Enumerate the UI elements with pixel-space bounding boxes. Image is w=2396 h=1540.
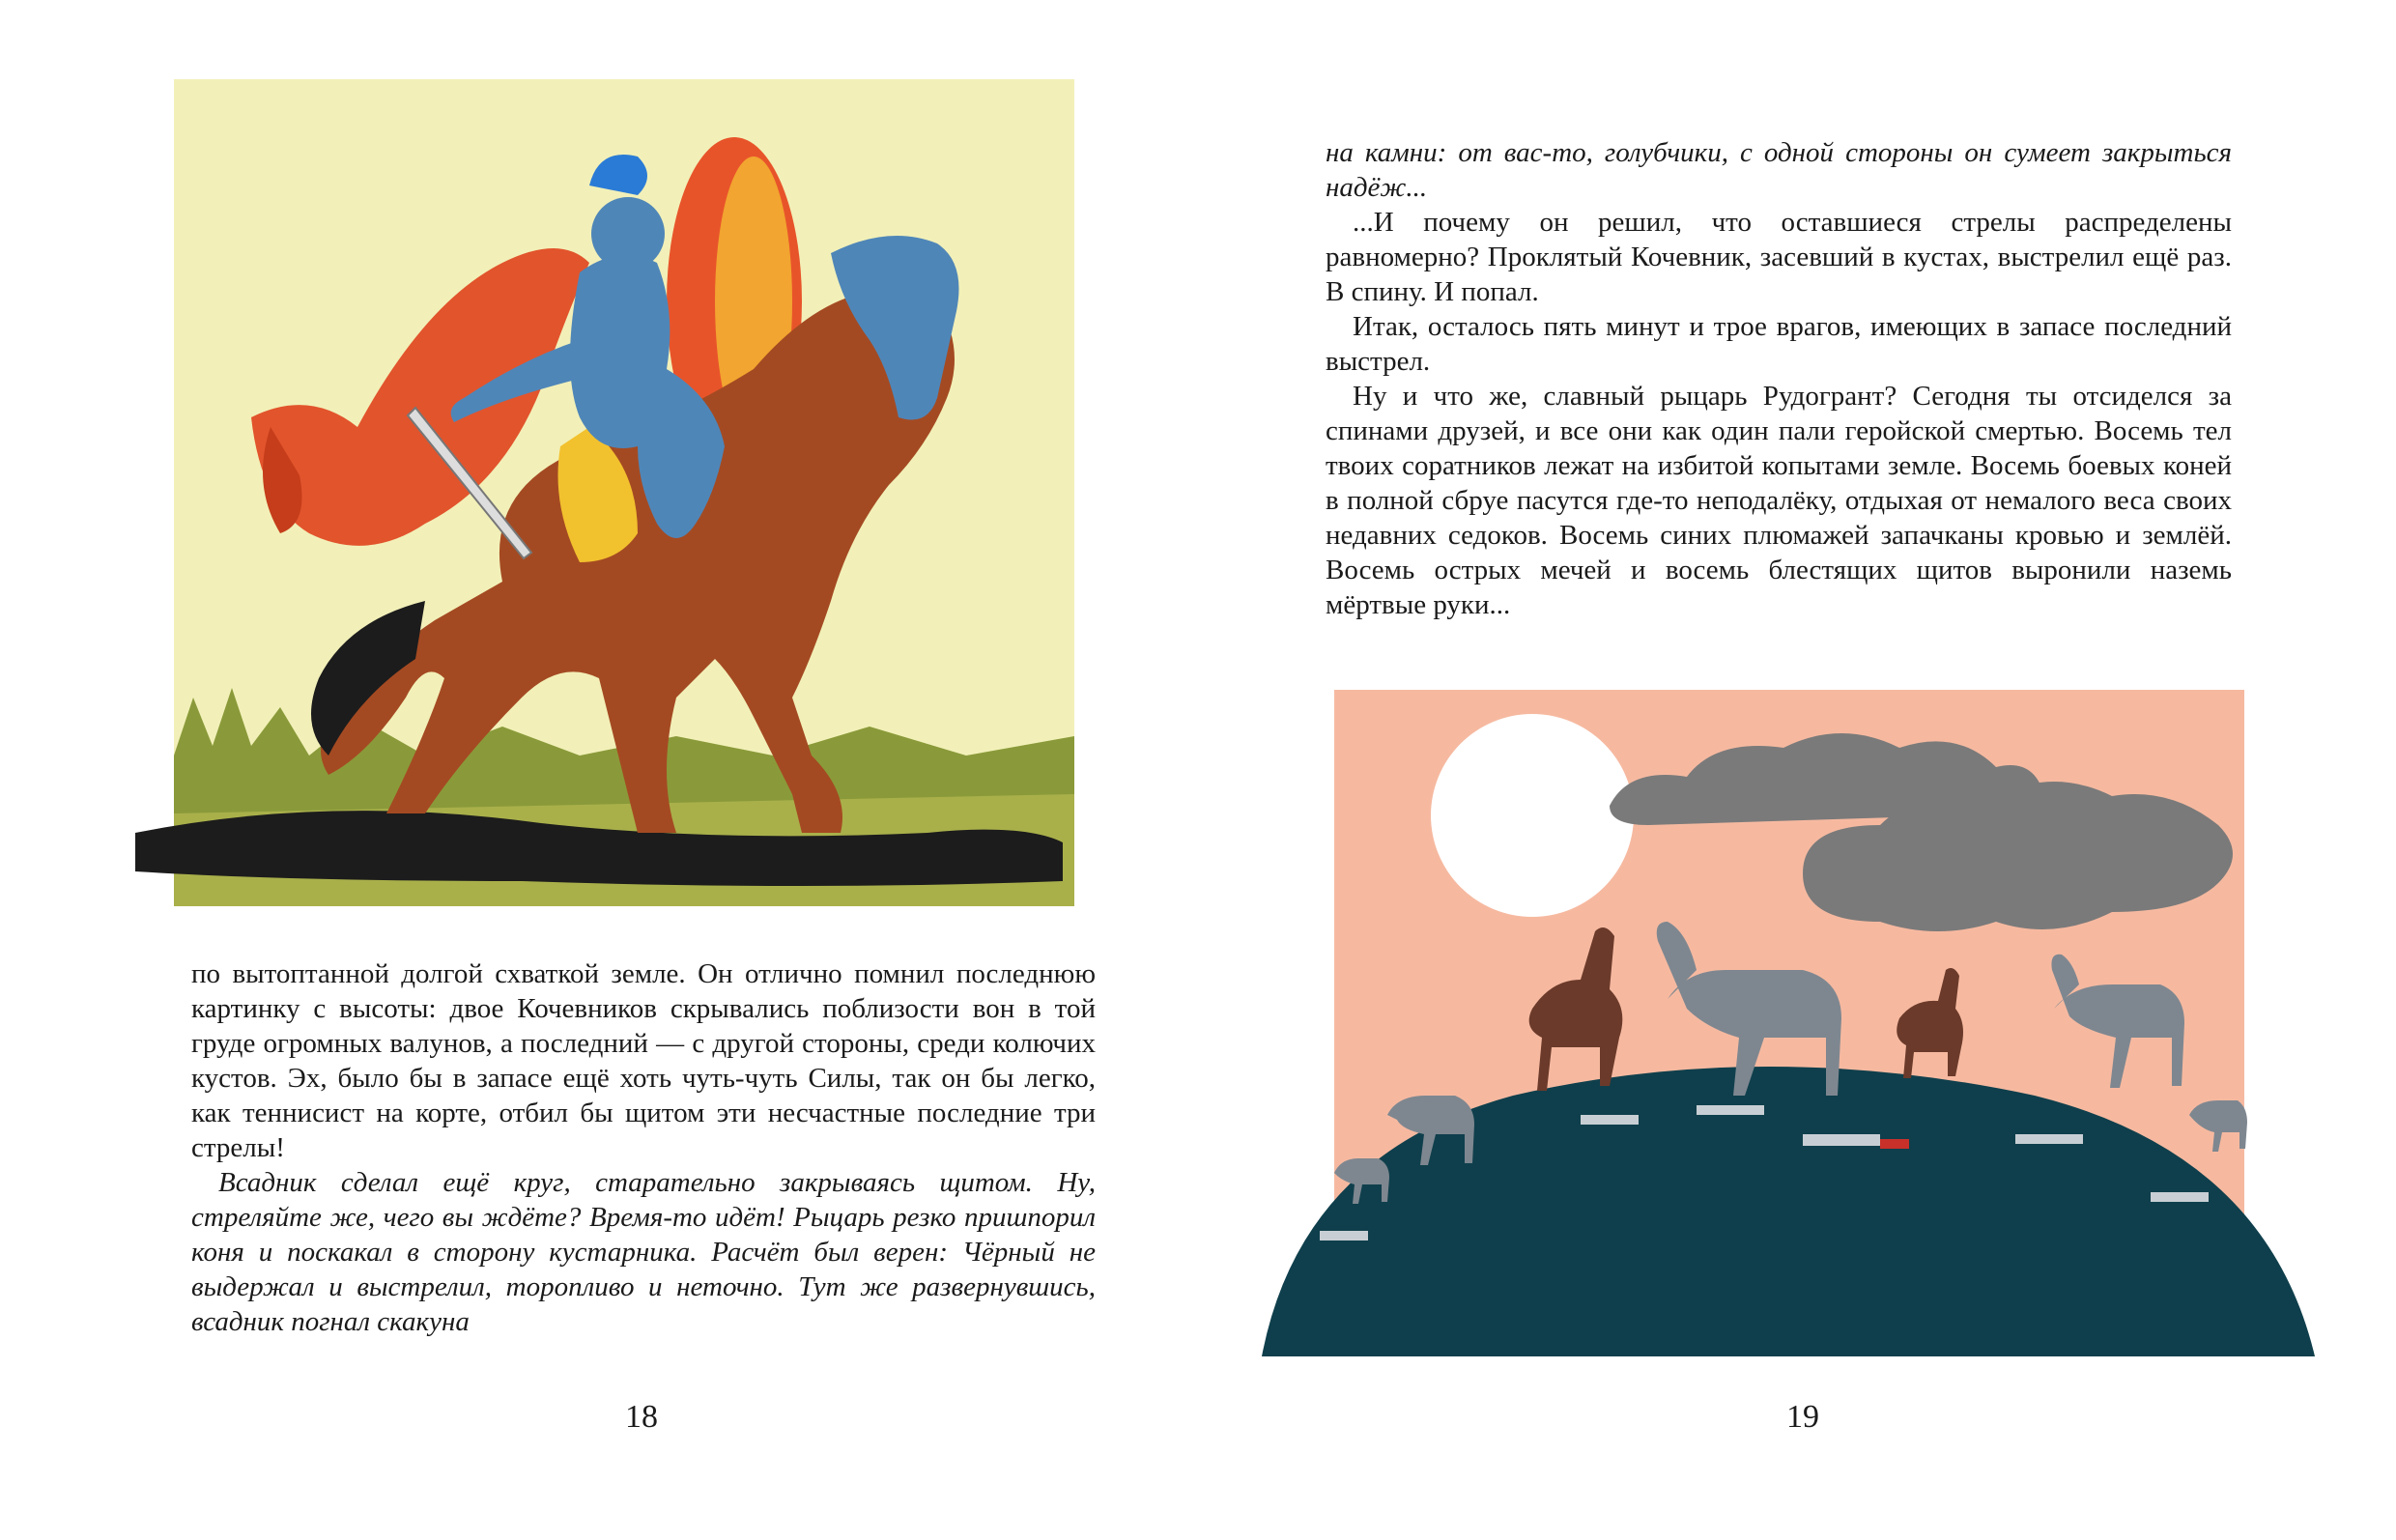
- horses-illustration: [1262, 690, 2315, 1356]
- knight-illustration: [135, 79, 1113, 906]
- left-paragraph-2: Всадник сделал ещё круг, старательно закрываясь щитом. Ну, стреляйте же, чего вы ждёте? Время-то идёт! Рыцарь резко пришпорил коня и поскакал в сторону кустарника. Расчёт был верен: Чёрный не выдержал и выстрелил, торопливо и неточно. Тут же развернувшись, всадник погнал скакуна: [191, 1167, 1096, 1337]
- left-text: [191, 956, 1096, 1339]
- right-text: [1326, 135, 2232, 622]
- page-number-right: 19: [1786, 1399, 1819, 1435]
- right-paragraph-4: Ну и что же, славный рыцарь Рудогрант? Сегодня ты отсиделся за спинами друзей, и все они как один пали геройской смертью. Восемь тел твоих соратников лежат на избитой копытами земле. Восемь боевых коней в полной сбруе пасутся где-то неподалёку, отдыхая от немалого веса своих недавних седоков. Восемь синих плюмажей запачканы кровью и землёй. Восемь острых мечей и восемь блестящих щитов выронили наземь мёртвые руки...: [1326, 381, 2232, 620]
- horses-on-hill-image: [1262, 690, 2315, 1356]
- right-paragraph-2: ...И почему он решил, что оставшиеся стрелы распределены равномерно? Проклятый Кочевник, засевший в кустах, выстрелил ещё раз. В спину. И попал.: [1326, 207, 2232, 307]
- right-paragraph-3: Итак, осталось пять минут и трое врагов, имеющих в запасе последний выстрел.: [1326, 311, 2232, 377]
- left-paragraph-1: по вытоптанной долгой схваткой земле. Он отлично помнил последнюю картинку с высоты: двое Кочевников скрывались поблизости вон в той груде огромных валунов, а последний — с другой стороны, среди колючих кустов. Эх, было бы в запасе ещё хоть чуть-чуть Силы, так он бы легко, как теннисист на корте, отбил бы щитом эти несчастные последние три стрелы!: [191, 958, 1096, 1163]
- right-paragraph-1: на камни: от вас-то, голубчики, с одной стороны он сумеет закрыться надёж...: [1326, 137, 2232, 203]
- page-number-left: 18: [625, 1399, 658, 1435]
- right-page: [1198, 0, 2396, 1540]
- knight-on-horse-image: [135, 79, 1113, 906]
